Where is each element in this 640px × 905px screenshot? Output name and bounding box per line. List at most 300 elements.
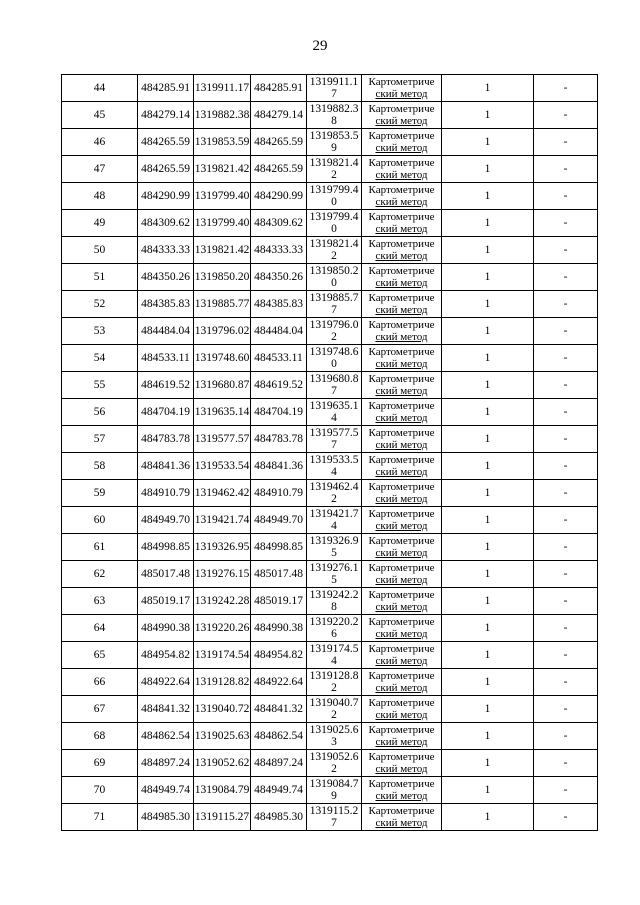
x-coordinate-new-cell: 484265.59: [251, 156, 307, 183]
point-number-cell: 57: [62, 426, 138, 453]
x-coordinate-new-cell: 484279.14: [251, 102, 307, 129]
method-line-1: Картометриче: [368, 400, 435, 412]
x-coordinate-existing-cell: 484265.59: [138, 129, 194, 156]
note-cell: -: [534, 777, 598, 804]
x-coordinate-existing-cell: 484841.32: [138, 696, 194, 723]
method-line-1: Картометриче: [368, 643, 435, 655]
method-line-1: Картометриче: [368, 670, 435, 682]
method-cell: [362, 426, 442, 453]
y-coordinate-new-cell: 1319421.74: [307, 507, 362, 534]
y-coordinate-existing-cell: 1319128.82: [194, 669, 251, 696]
y-coordinate-existing-cell: 1319799.40: [194, 183, 251, 210]
method-cell: [362, 129, 442, 156]
table-row: [62, 507, 598, 534]
note-cell: -: [534, 426, 598, 453]
x-coordinate-new-cell: 484990.38: [251, 615, 307, 642]
x-coordinate-existing-cell: 484279.14: [138, 102, 194, 129]
x-coordinate-existing-cell: 484783.78: [138, 426, 194, 453]
method-line-2: ский метод: [375, 682, 428, 694]
note-cell: -: [534, 669, 598, 696]
x-coordinate-new-cell: 484922.64: [251, 669, 307, 696]
table-row: [62, 291, 598, 318]
point-number-cell: 45: [62, 102, 138, 129]
accuracy-cell: 1: [442, 723, 534, 750]
method-line-1: Картометриче: [368, 130, 435, 142]
method-line-2: ский метод: [375, 493, 428, 505]
y-coordinate-existing-cell: 1319680.87: [194, 372, 251, 399]
y-coordinate-new-cell: 1319040.72: [307, 696, 362, 723]
method-cell: [362, 453, 442, 480]
method-line-1: Картометриче: [368, 76, 435, 88]
method-line-2: ский метод: [375, 466, 428, 478]
x-coordinate-new-cell: 484783.78: [251, 426, 307, 453]
point-number-cell: 71: [62, 804, 138, 831]
method-line-2: ский метод: [375, 412, 428, 424]
table-row: [62, 723, 598, 750]
point-number-cell: 70: [62, 777, 138, 804]
method-line-2: ский метод: [375, 628, 428, 640]
y-coordinate-existing-cell: 1319174.54: [194, 642, 251, 669]
y-coordinate-existing-cell: 1319821.42: [194, 156, 251, 183]
method-line-2: ский метод: [375, 763, 428, 775]
accuracy-cell: 1: [442, 561, 534, 588]
x-coordinate-new-cell: 484350.26: [251, 264, 307, 291]
note-cell: -: [534, 453, 598, 480]
y-coordinate-new-cell: 1319577.57: [307, 426, 362, 453]
method-line-2: ский метод: [375, 304, 428, 316]
table-row: [62, 642, 598, 669]
table-row: [62, 183, 598, 210]
point-number-cell: 48: [62, 183, 138, 210]
y-coordinate-existing-cell: 1319635.14: [194, 399, 251, 426]
x-coordinate-existing-cell: 484897.24: [138, 750, 194, 777]
x-coordinate-existing-cell: 484484.04: [138, 318, 194, 345]
x-coordinate-existing-cell: 484350.26: [138, 264, 194, 291]
note-cell: -: [534, 318, 598, 345]
method-cell: [362, 507, 442, 534]
method-line-1: Картометриче: [368, 805, 435, 817]
x-coordinate-existing-cell: 484533.11: [138, 345, 194, 372]
y-coordinate-existing-cell: 1319025.63: [194, 723, 251, 750]
note-cell: -: [534, 129, 598, 156]
accuracy-cell: 1: [442, 615, 534, 642]
method-line-2: ский метод: [375, 115, 428, 127]
accuracy-cell: 1: [442, 507, 534, 534]
method-line-1: Картометриче: [368, 427, 435, 439]
y-coordinate-new-cell: 1319748.60: [307, 345, 362, 372]
y-coordinate-existing-cell: 1319421.74: [194, 507, 251, 534]
method-line-2: ский метод: [375, 223, 428, 235]
method-cell: [362, 561, 442, 588]
y-coordinate-new-cell: 1319276.15: [307, 561, 362, 588]
x-coordinate-existing-cell: 484841.36: [138, 453, 194, 480]
table-row: [62, 318, 598, 345]
table-row: [62, 534, 598, 561]
accuracy-cell: 1: [442, 750, 534, 777]
accuracy-cell: 1: [442, 75, 534, 102]
method-line-2: ский метод: [375, 169, 428, 181]
y-coordinate-existing-cell: 1319040.72: [194, 696, 251, 723]
table-row: [62, 561, 598, 588]
y-coordinate-existing-cell: 1319462.42: [194, 480, 251, 507]
table-row: [62, 264, 598, 291]
method-line-1: Картометриче: [368, 103, 435, 115]
method-cell: [362, 264, 442, 291]
method-line-1: Картометриче: [368, 724, 435, 736]
y-coordinate-new-cell: 1319799.40: [307, 183, 362, 210]
y-coordinate-existing-cell: 1319084.79: [194, 777, 251, 804]
x-coordinate-existing-cell: 484619.52: [138, 372, 194, 399]
y-coordinate-new-cell: 1319680.87: [307, 372, 362, 399]
point-number-cell: 54: [62, 345, 138, 372]
method-cell: [362, 588, 442, 615]
table-row: [62, 588, 598, 615]
y-coordinate-new-cell: 1319796.02: [307, 318, 362, 345]
method-line-2: ский метод: [375, 736, 428, 748]
table-row: [62, 750, 598, 777]
x-coordinate-existing-cell: 484949.70: [138, 507, 194, 534]
y-coordinate-existing-cell: 1319115.27: [194, 804, 251, 831]
method-line-1: Картометриче: [368, 562, 435, 574]
point-number-cell: 50: [62, 237, 138, 264]
note-cell: -: [534, 237, 598, 264]
x-coordinate-existing-cell: 484333.33: [138, 237, 194, 264]
point-number-cell: 53: [62, 318, 138, 345]
y-coordinate-existing-cell: 1319799.40: [194, 210, 251, 237]
note-cell: -: [534, 210, 598, 237]
note-cell: -: [534, 345, 598, 372]
method-line-1: Картометриче: [368, 319, 435, 331]
method-line-1: Картометриче: [368, 454, 435, 466]
table-row: [62, 480, 598, 507]
method-cell: [362, 696, 442, 723]
note-cell: -: [534, 588, 598, 615]
x-coordinate-existing-cell: 484385.83: [138, 291, 194, 318]
accuracy-cell: 1: [442, 642, 534, 669]
note-cell: -: [534, 615, 598, 642]
x-coordinate-new-cell: 484484.04: [251, 318, 307, 345]
point-number-cell: 60: [62, 507, 138, 534]
method-line-2: ский метод: [375, 250, 428, 262]
accuracy-cell: 1: [442, 453, 534, 480]
x-coordinate-existing-cell: 484910.79: [138, 480, 194, 507]
y-coordinate-existing-cell: 1319220.26: [194, 615, 251, 642]
y-coordinate-existing-cell: 1319882.38: [194, 102, 251, 129]
note-cell: -: [534, 723, 598, 750]
method-cell: [362, 102, 442, 129]
y-coordinate-existing-cell: 1319850.20: [194, 264, 251, 291]
x-coordinate-existing-cell: 485017.48: [138, 561, 194, 588]
y-coordinate-new-cell: 1319853.59: [307, 129, 362, 156]
table-row: [62, 804, 598, 831]
y-coordinate-existing-cell: 1319748.60: [194, 345, 251, 372]
note-cell: -: [534, 534, 598, 561]
method-line-1: Картометриче: [368, 778, 435, 790]
table-row: [62, 669, 598, 696]
method-line-1: Картометриче: [368, 184, 435, 196]
point-number-cell: 63: [62, 588, 138, 615]
method-line-2: ский метод: [375, 790, 428, 802]
point-number-cell: 67: [62, 696, 138, 723]
x-coordinate-new-cell: 484285.91: [251, 75, 307, 102]
x-coordinate-new-cell: 484841.32: [251, 696, 307, 723]
y-coordinate-existing-cell: 1319796.02: [194, 318, 251, 345]
note-cell: -: [534, 102, 598, 129]
accuracy-cell: 1: [442, 129, 534, 156]
x-coordinate-new-cell: 484862.54: [251, 723, 307, 750]
y-coordinate-new-cell: 1319635.14: [307, 399, 362, 426]
accuracy-cell: 1: [442, 426, 534, 453]
table-row: [62, 237, 598, 264]
y-coordinate-new-cell: 1319821.42: [307, 156, 362, 183]
method-line-2: ский метод: [375, 520, 428, 532]
note-cell: -: [534, 507, 598, 534]
point-number-cell: 44: [62, 75, 138, 102]
x-coordinate-existing-cell: 484998.85: [138, 534, 194, 561]
method-cell: [362, 804, 442, 831]
table-row: [62, 777, 598, 804]
y-coordinate-new-cell: 1319533.54: [307, 453, 362, 480]
y-coordinate-existing-cell: 1319853.59: [194, 129, 251, 156]
x-coordinate-new-cell: 484619.52: [251, 372, 307, 399]
x-coordinate-new-cell: 484704.19: [251, 399, 307, 426]
point-number-cell: 46: [62, 129, 138, 156]
accuracy-cell: 1: [442, 372, 534, 399]
point-number-cell: 68: [62, 723, 138, 750]
method-cell: [362, 642, 442, 669]
method-line-1: Картометриче: [368, 481, 435, 493]
table-row: [62, 426, 598, 453]
x-coordinate-new-cell: 484949.74: [251, 777, 307, 804]
x-coordinate-new-cell: 484265.59: [251, 129, 307, 156]
method-line-1: Картометриче: [368, 265, 435, 277]
y-coordinate-new-cell: 1319174.54: [307, 642, 362, 669]
table-row: [62, 399, 598, 426]
accuracy-cell: 1: [442, 237, 534, 264]
y-coordinate-new-cell: 1319052.62: [307, 750, 362, 777]
method-line-2: ский метод: [375, 601, 428, 613]
note-cell: -: [534, 75, 598, 102]
accuracy-cell: 1: [442, 399, 534, 426]
accuracy-cell: 1: [442, 696, 534, 723]
method-line-1: Картометриче: [368, 535, 435, 547]
x-coordinate-new-cell: 484290.99: [251, 183, 307, 210]
accuracy-cell: 1: [442, 264, 534, 291]
method-line-2: ский метод: [375, 385, 428, 397]
method-line-1: Картометриче: [368, 616, 435, 628]
note-cell: -: [534, 480, 598, 507]
table-row: [62, 345, 598, 372]
y-coordinate-new-cell: 1319220.26: [307, 615, 362, 642]
y-coordinate-existing-cell: 1319885.77: [194, 291, 251, 318]
point-number-cell: 69: [62, 750, 138, 777]
method-cell: [362, 723, 442, 750]
method-cell: [362, 669, 442, 696]
method-line-2: ский метод: [375, 709, 428, 721]
method-line-2: ский метод: [375, 439, 428, 451]
method-line-2: ский метод: [375, 547, 428, 559]
method-cell: [362, 237, 442, 264]
x-coordinate-new-cell: 484841.36: [251, 453, 307, 480]
x-coordinate-existing-cell: 484954.82: [138, 642, 194, 669]
table-row: [62, 453, 598, 480]
table-row: [62, 102, 598, 129]
y-coordinate-new-cell: 1319462.42: [307, 480, 362, 507]
x-coordinate-new-cell: 484954.82: [251, 642, 307, 669]
x-coordinate-existing-cell: 484704.19: [138, 399, 194, 426]
point-number-cell: 61: [62, 534, 138, 561]
y-coordinate-new-cell: 1319084.79: [307, 777, 362, 804]
x-coordinate-existing-cell: 484922.64: [138, 669, 194, 696]
x-coordinate-new-cell: 484333.33: [251, 237, 307, 264]
method-cell: [362, 345, 442, 372]
y-coordinate-existing-cell: 1319911.17: [194, 75, 251, 102]
x-coordinate-existing-cell: 484309.62: [138, 210, 194, 237]
method-cell: [362, 210, 442, 237]
method-cell: [362, 615, 442, 642]
point-number-cell: 66: [62, 669, 138, 696]
note-cell: -: [534, 264, 598, 291]
table-row: [62, 372, 598, 399]
page-number: 29: [312, 38, 328, 54]
accuracy-cell: 1: [442, 291, 534, 318]
table-row: [62, 615, 598, 642]
x-coordinate-new-cell: 484897.24: [251, 750, 307, 777]
method-cell: [362, 399, 442, 426]
accuracy-cell: 1: [442, 345, 534, 372]
accuracy-cell: 1: [442, 804, 534, 831]
y-coordinate-new-cell: 1319115.27: [307, 804, 362, 831]
point-number-cell: 65: [62, 642, 138, 669]
x-coordinate-new-cell: 484910.79: [251, 480, 307, 507]
method-line-2: ский метод: [375, 277, 428, 289]
point-number-cell: 59: [62, 480, 138, 507]
y-coordinate-new-cell: 1319326.95: [307, 534, 362, 561]
method-line-1: Картометриче: [368, 751, 435, 763]
point-number-cell: 62: [62, 561, 138, 588]
accuracy-cell: 1: [442, 534, 534, 561]
method-line-2: ский метод: [375, 142, 428, 154]
y-coordinate-existing-cell: 1319052.62: [194, 750, 251, 777]
method-cell: [362, 777, 442, 804]
method-cell: [362, 156, 442, 183]
method-line-1: Картометриче: [368, 238, 435, 250]
note-cell: -: [534, 372, 598, 399]
accuracy-cell: 1: [442, 777, 534, 804]
accuracy-cell: 1: [442, 102, 534, 129]
method-line-1: Картометриче: [368, 157, 435, 169]
y-coordinate-existing-cell: 1319276.15: [194, 561, 251, 588]
x-coordinate-new-cell: 484533.11: [251, 345, 307, 372]
y-coordinate-new-cell: 1319850.20: [307, 264, 362, 291]
x-coordinate-existing-cell: 484985.30: [138, 804, 194, 831]
y-coordinate-new-cell: 1319821.42: [307, 237, 362, 264]
x-coordinate-existing-cell: 484290.99: [138, 183, 194, 210]
note-cell: -: [534, 804, 598, 831]
x-coordinate-new-cell: 484949.70: [251, 507, 307, 534]
x-coordinate-new-cell: 484385.83: [251, 291, 307, 318]
method-cell: [362, 372, 442, 399]
y-coordinate-new-cell: 1319025.63: [307, 723, 362, 750]
y-coordinate-new-cell: 1319799.40: [307, 210, 362, 237]
table-body: [62, 75, 598, 831]
x-coordinate-existing-cell: 484265.59: [138, 156, 194, 183]
point-number-cell: 64: [62, 615, 138, 642]
method-cell: [362, 534, 442, 561]
x-coordinate-new-cell: 484998.85: [251, 534, 307, 561]
method-cell: [362, 291, 442, 318]
table-row: [62, 129, 598, 156]
x-coordinate-existing-cell: 484990.38: [138, 615, 194, 642]
method-line-1: Картометриче: [368, 373, 435, 385]
accuracy-cell: 1: [442, 183, 534, 210]
point-number-cell: 49: [62, 210, 138, 237]
method-cell: [362, 183, 442, 210]
x-coordinate-new-cell: 484985.30: [251, 804, 307, 831]
y-coordinate-existing-cell: 1319577.57: [194, 426, 251, 453]
method-line-2: ский метод: [375, 574, 428, 586]
method-line-1: Картометриче: [368, 589, 435, 601]
table-row: [62, 75, 598, 102]
x-coordinate-existing-cell: 484285.91: [138, 75, 194, 102]
method-cell: [362, 480, 442, 507]
x-coordinate-existing-cell: 485019.17: [138, 588, 194, 615]
note-cell: -: [534, 291, 598, 318]
method-line-1: Картометриче: [368, 292, 435, 304]
table-row: [62, 156, 598, 183]
method-line-1: Картометриче: [368, 346, 435, 358]
method-line-2: ский метод: [375, 196, 428, 208]
y-coordinate-existing-cell: 1319533.54: [194, 453, 251, 480]
note-cell: -: [534, 642, 598, 669]
accuracy-cell: 1: [442, 156, 534, 183]
method-line-1: Картометриче: [368, 508, 435, 520]
note-cell: -: [534, 183, 598, 210]
note-cell: -: [534, 750, 598, 777]
method-cell: [362, 318, 442, 345]
x-coordinate-new-cell: 485019.17: [251, 588, 307, 615]
table-row: [62, 696, 598, 723]
note-cell: -: [534, 399, 598, 426]
method-line-1: Картометриче: [368, 211, 435, 223]
method-cell: [362, 75, 442, 102]
accuracy-cell: 1: [442, 480, 534, 507]
point-number-cell: 56: [62, 399, 138, 426]
note-cell: -: [534, 156, 598, 183]
accuracy-cell: 1: [442, 318, 534, 345]
method-cell: [362, 750, 442, 777]
y-coordinate-existing-cell: 1319326.95: [194, 534, 251, 561]
y-coordinate-existing-cell: 1319242.28: [194, 588, 251, 615]
point-number-cell: 47: [62, 156, 138, 183]
x-coordinate-existing-cell: 484862.54: [138, 723, 194, 750]
note-cell: -: [534, 561, 598, 588]
point-number-cell: 55: [62, 372, 138, 399]
y-coordinate-new-cell: 1319911.17: [307, 75, 362, 102]
y-coordinate-new-cell: 1319242.28: [307, 588, 362, 615]
method-line-1: Картометриче: [368, 697, 435, 709]
method-line-2: ский метод: [375, 358, 428, 370]
point-number-cell: 58: [62, 453, 138, 480]
x-coordinate-new-cell: 484309.62: [251, 210, 307, 237]
y-coordinate-new-cell: 1319885.77: [307, 291, 362, 318]
y-coordinate-new-cell: 1319882.38: [307, 102, 362, 129]
method-line-2: ский метод: [375, 88, 428, 100]
method-line-2: ский метод: [375, 817, 428, 829]
table-row: [62, 210, 598, 237]
note-cell: -: [534, 696, 598, 723]
point-number-cell: 51: [62, 264, 138, 291]
